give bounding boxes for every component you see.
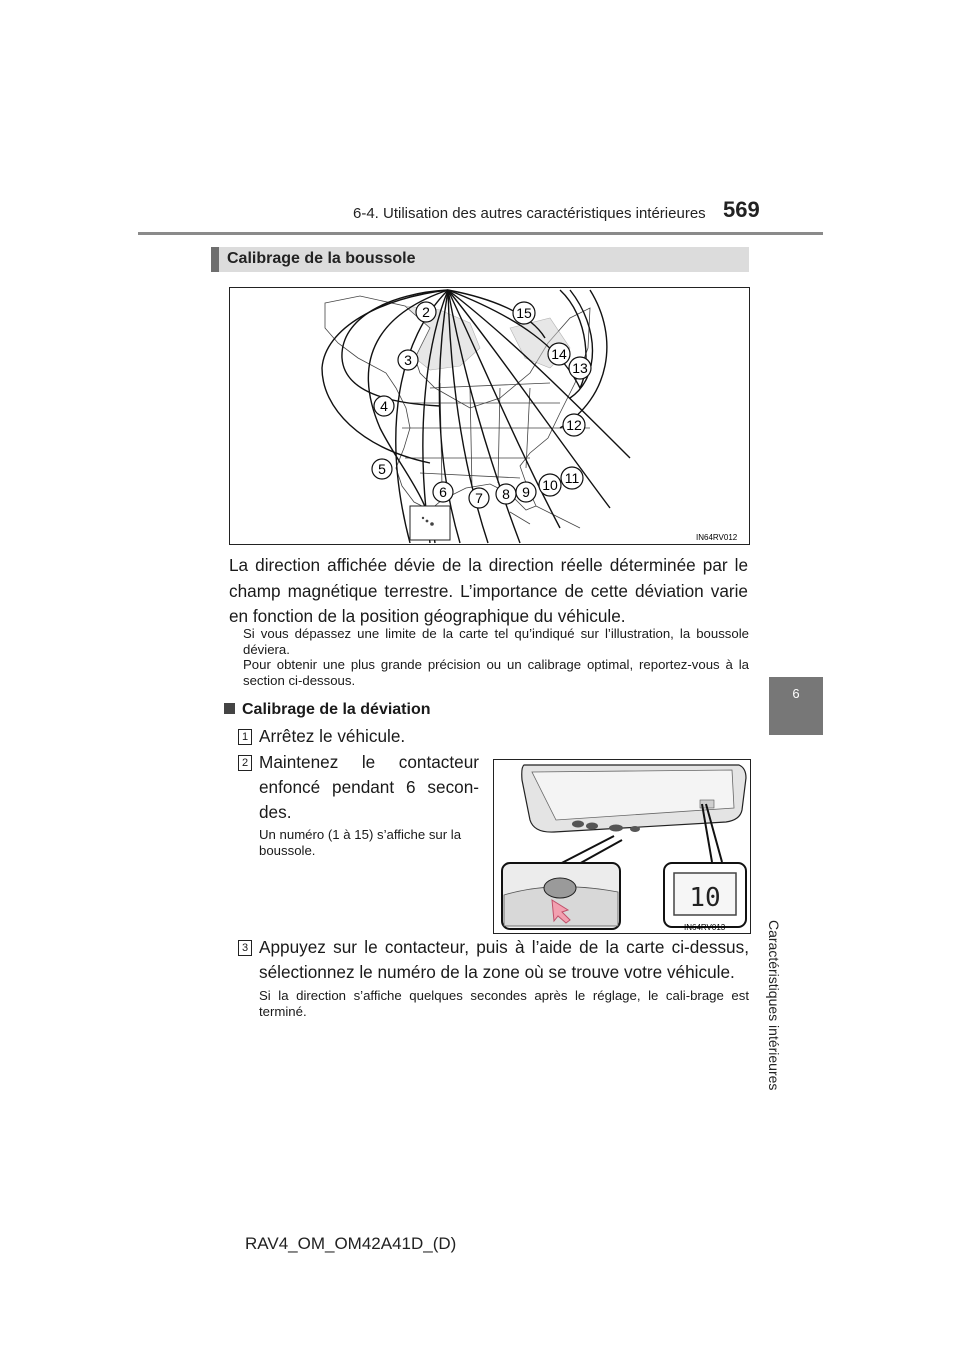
zone-map-illustration [230,288,749,544]
svg-text:3: 3 [404,352,412,368]
compass-display-closeup [664,863,746,927]
page-number: 569 [723,197,760,222]
zone-marker-8 [496,484,516,504]
mirror-figure-code: IN64RV013 [684,923,726,932]
section-title-bar [211,247,749,272]
step-number-badge: 1 [238,729,252,745]
step-note: Si la direction s’affiche quelques secondes après le réglage, le cali-brage est terminé. [259,988,749,1019]
svg-text:13: 13 [572,360,588,376]
svg-text:4: 4 [380,398,388,414]
mirror-illustration [494,760,750,933]
map-note [243,626,749,688]
subsection-heading [224,701,431,719]
zone-marker-6 [433,482,453,502]
zone-marker-15 [513,302,535,324]
svg-text:14: 14 [551,346,567,362]
zone-marker-3 [398,350,418,370]
square-bullet-icon [224,703,235,714]
svg-text:12: 12 [566,417,582,433]
svg-text:10: 10 [542,477,558,493]
step-text: Maintenez le contacteur enfoncé pendant 6 secon-des. [259,752,479,822]
compass-zone-readout: 10 [689,883,721,913]
svg-text:8: 8 [502,486,510,502]
zone-marker-12 [563,414,585,436]
map-note-line: Si vous dépassez une limite de la carte tel qu’indiqué sur l’illustration, la boussole déviera. [243,626,749,657]
header-divider [138,232,823,235]
intro-paragraph: La direction affichée dévie de la direction réelle déterminée par le champ magnétique terrestre. L’importance de cette déviation varie en fonction de la position géographique du véhicule. [229,555,748,626]
running-header: 6-4. Utilisation des autres caractéristiques intérieures [353,205,706,222]
zone-marker-5 [372,459,392,479]
zone-marker-11 [561,467,583,489]
button-closeup [502,863,620,929]
svg-text:5: 5 [378,461,386,477]
chapter-label-text: Caractéristiques intérieures [766,920,782,1091]
compass-zone-map [229,287,750,545]
zone-marker-9 [516,482,536,502]
step-text: Appuyez sur le contacteur, puis à l’aide de la carte ci-dessus, sélectionnez le numéro de la zone où se trouve votre véhicule. [259,937,749,982]
svg-text:6: 6 [439,484,447,500]
svg-text:7: 7 [475,490,483,506]
zone-marker-2 [416,302,436,322]
zone-marker-14 [548,343,570,365]
svg-text:11: 11 [564,470,580,486]
zone-marker-4 [374,396,394,416]
step-number-badge: 3 [238,940,252,956]
step-note: Un numéro (1 à 15) s’affiche sur la boussole. [259,827,462,858]
section-title-stripe [211,247,219,272]
svg-text:9: 9 [522,484,530,500]
subsection-title: Calibrage de la déviation [242,701,431,718]
document-code-footer: RAV4_OM_OM42A41D_(D) [245,1234,457,1253]
step-text: Arrêtez le véhicule. [259,726,406,746]
rearview-mirror [522,765,746,832]
map-figure-code: IN64RV012 [696,533,738,542]
svg-text:2: 2 [422,304,430,320]
step-number-badge: 2 [238,755,252,771]
mirror-compass-illustration [493,759,751,934]
zone-marker-10 [539,474,561,496]
section-title: Calibrage de la boussole [227,250,416,267]
zone-marker-7 [469,488,489,508]
chapter-number: 6 [792,686,800,701]
zone-marker-13 [569,357,591,379]
map-note-line: Pour obtenir une plus grande précision ou un calibrage optimal, reportez-vous à la section ci-dessous. [243,657,749,688]
svg-text:15: 15 [516,305,532,321]
hawaii-inset [410,506,450,540]
